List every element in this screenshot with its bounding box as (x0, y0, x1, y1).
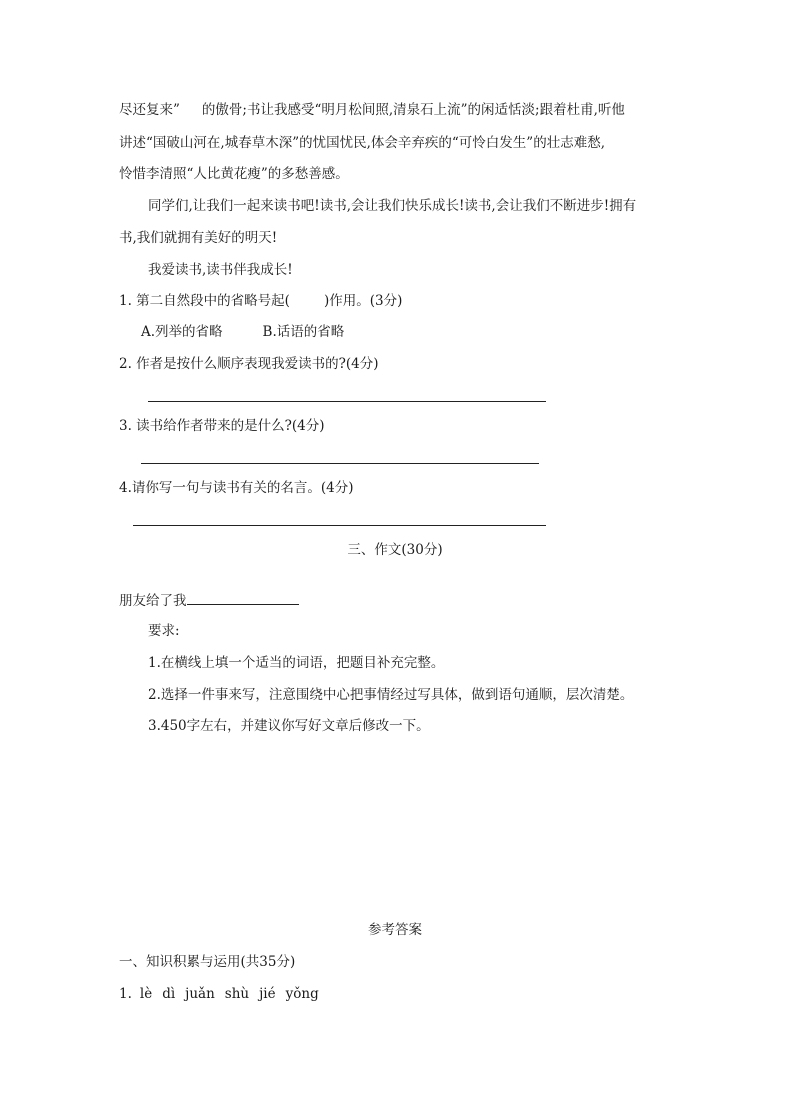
passage-line: 讲述“国破山河在,城春草木深”的忧国忧民,体会辛弃疾的“可怜白发生”的壮志难愁, (119, 135, 605, 151)
passage-line: 怜惜李清照“人比黄花瘦”的多愁善感。 (119, 166, 349, 182)
requirement-3: 3.450字左右，并建议你写好文章后修改一下。 (148, 718, 430, 734)
answer-line-4[interactable] (133, 525, 546, 526)
answer-line-2[interactable] (148, 401, 546, 402)
answer-item-1 (119, 984, 329, 1004)
requirements-label: 要求: (148, 623, 180, 639)
passage-line: 我爱读书,读书伴我成长! (148, 262, 293, 278)
passage-line (119, 100, 625, 120)
answers-heading: 参考答案 (368, 922, 422, 938)
question-3: 3. 读书给作者带来的是什么?(4分) (119, 418, 325, 434)
requirement-1: 1.在横线上填一个适当的词语，把题目补充完整。 (148, 655, 445, 671)
question-2: 2. 作者是按什么顺序表现我爱读书的?(4分) (119, 356, 379, 372)
question-1 (119, 291, 402, 311)
pinyin: yǒng (285, 986, 319, 1002)
answer-number: 1. (119, 986, 132, 1002)
question-text: 1. 第二自然段中的省略号起( (119, 293, 290, 309)
passage-text: 尽还复来” (119, 102, 180, 118)
question-4: 4.请你写一句与读书有关的名言。(4分) (119, 480, 354, 496)
pinyin: jié (259, 986, 276, 1002)
pinyin: dì (162, 986, 176, 1002)
question-text: )作用。(3分) (323, 293, 403, 309)
answers-section-1: 一、知识积累与运用(共35分) (119, 954, 296, 970)
requirement-2: 2.选择一件事来写，注意围绕中心把事情经过写具体，做到语句通顺，层次清楚。 (148, 687, 634, 703)
question-1-options (141, 322, 344, 342)
passage-line: 书,我们就拥有美好的明天! (119, 230, 278, 246)
composition-title-blank[interactable] (187, 590, 299, 605)
passage-line: 同学们,让我们一起来读书吧!读书,会让我们快乐成长!读书,会让我们不断进步!拥有 (148, 198, 637, 214)
option-a[interactable]: A.列举的省略 (141, 324, 223, 340)
pinyin: juǎn (185, 986, 215, 1002)
pinyin: lè (139, 986, 153, 1002)
pinyin: shù (224, 986, 250, 1002)
answer-line-3[interactable] (141, 463, 539, 464)
composition-heading: 三、作文(30分) (347, 542, 443, 558)
composition-title-text: 朋友给了我 (119, 593, 187, 609)
passage-text: 的傲骨;书让我感受“明月松间照,清泉石上流”的闲适恬淡;跟着杜甫,听他 (201, 102, 625, 118)
composition-title (119, 590, 299, 611)
option-b[interactable]: B.话语的省略 (262, 324, 345, 340)
